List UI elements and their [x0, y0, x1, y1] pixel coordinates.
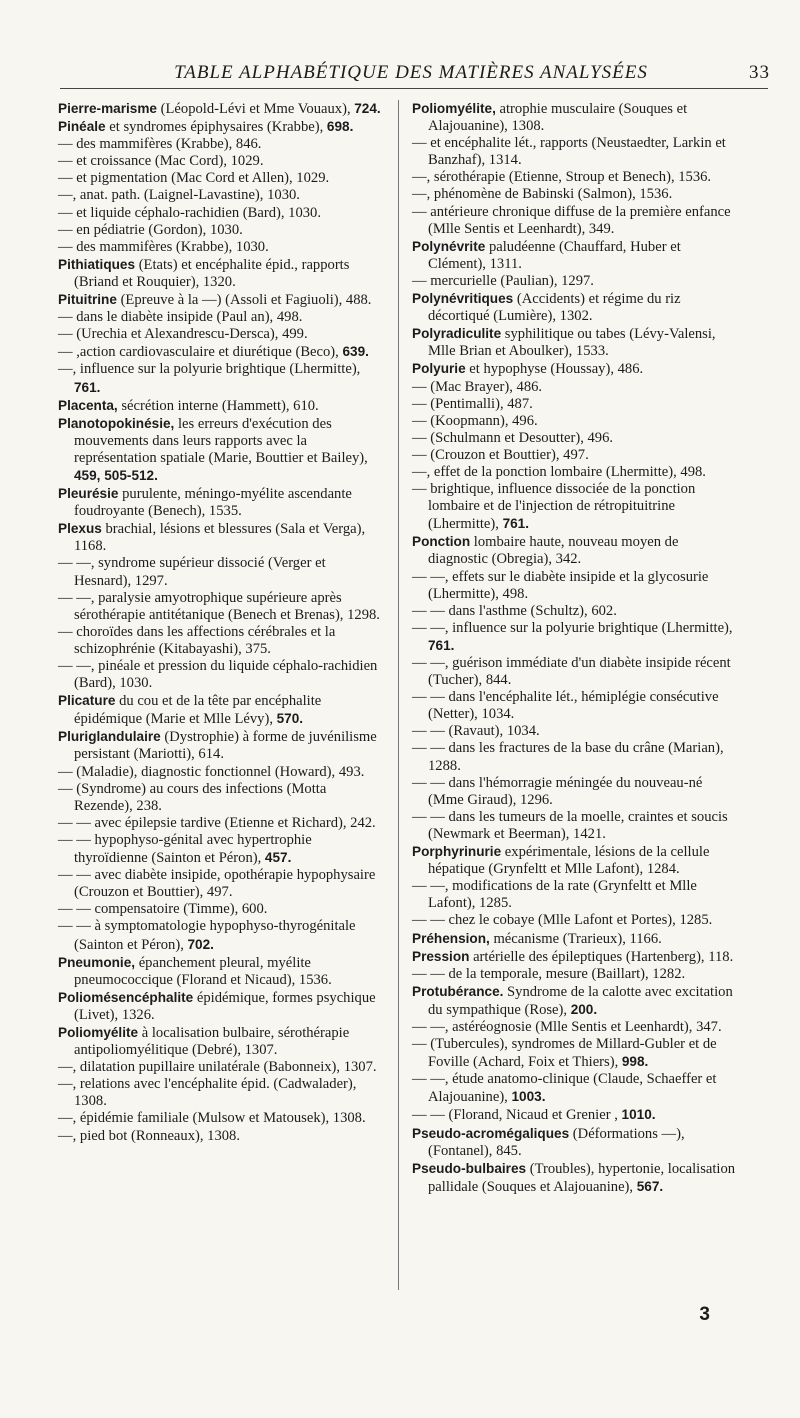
index-entry: [58, 397, 384, 415]
entry-text: — — dans l'encéphalite lét., hémiplégie consécutive (Netter), 1034.: [412, 689, 719, 723]
running-header: [60, 62, 770, 88]
entry-text: expérimentale, lésions de la cellule hépatique (Grynfeltt et Mlle Lafont), 1284.: [428, 844, 710, 878]
index-entry: [412, 430, 738, 447]
entry-text: —, effet de la ponction lombaire (Lhermitte), 498.: [412, 463, 706, 480]
index-entry: [58, 815, 384, 832]
index-entry: [412, 204, 738, 238]
entry-heading: Pseudo-acromégaliques: [412, 1125, 570, 1141]
entry-text: (Epreuve à la —) (Assoli et Fagiuoli), 488.: [116, 292, 372, 309]
entry-heading: Pseudo-bulbaires: [412, 1160, 527, 1176]
entry-heading: Protubérance.: [412, 983, 504, 999]
index-entry: [412, 1160, 738, 1196]
entry-text: — — hypophyso-génital avec hypertrophie thyroïdienne (Sainton et Péron),: [58, 831, 312, 867]
entry-text: — (Mac Brayer), 486.: [412, 378, 543, 395]
index-entry: [58, 918, 384, 953]
entry-text: à localisation bulbaire, sérothérapie antipoliomyélitique (Debré), 1307.: [74, 1024, 350, 1059]
entry-text: — — chez le cobaye (Mlle Lafont et Portes), 1285.: [412, 912, 713, 929]
entry-heading: Placenta,: [58, 397, 118, 413]
entry-text: — — avec diabète insipide, opothérapie hypophysaire (Crouzon et Bouttier), 497.: [58, 867, 376, 901]
index-entry: [412, 481, 738, 533]
index-entry: [58, 901, 384, 918]
index-entry: [412, 325, 738, 360]
entry-text: — (Tubercules), syndromes de Millard-Gubler et de Foville (Achard, Foix et Thiers),: [412, 1036, 717, 1071]
index-entry: [412, 273, 738, 290]
index-entry: [58, 153, 384, 170]
index-entry: [412, 1019, 738, 1036]
entry-text: (Léopold-Lévi et Mme Vouaux),: [157, 101, 355, 117]
index-entry: [58, 205, 384, 222]
page-reference: 761.: [428, 637, 455, 653]
entry-text: —, dilatation pupillaire unilatérale (Babonneix), 1307.: [58, 1059, 377, 1076]
entry-text: — — dans l'hémorragie méningée du nouveau-né (Mme Giraud), 1296.: [412, 774, 703, 808]
index-entry: [412, 948, 738, 966]
index-entry: [412, 396, 738, 413]
page-reference: 200.: [570, 1001, 598, 1017]
entry-text: —, pied bot (Ronneaux), 1308.: [58, 1127, 240, 1144]
entry-text: — — de la temporale, mesure (Baillart), 1282.: [412, 965, 686, 982]
entry-text: —, relations avec l'encéphalite épid. (Cadwalader), 1308.: [58, 1076, 357, 1110]
page-reference: 761.: [74, 379, 101, 395]
index-entry: [58, 415, 384, 485]
index-entry: [58, 692, 384, 728]
index-entry: [58, 764, 384, 781]
index-entry: [412, 775, 738, 809]
index-entry: [412, 100, 738, 135]
page-reference: 1003.: [511, 1089, 546, 1105]
entry-heading: Polynévritiques: [412, 291, 514, 307]
index-entry: [412, 379, 738, 396]
entry-text: brachial, lésions et blessures (Sala et Verga), 1168.: [74, 521, 366, 555]
index-entry: [58, 989, 384, 1024]
index-entry: [412, 447, 738, 464]
entry-text: — — dans les fractures de la base du crâne (Marian), 1288.: [412, 740, 724, 774]
entry-text: — — avec épilepsie tardive (Etienne et Richard), 242.: [58, 814, 376, 831]
entry-text: — et pigmentation (Mac Cord et Allen), 1029.: [58, 170, 330, 187]
entry-text: — —, modifications de la rate (Grynfeltt et Mlle Lafont), 1285.: [412, 878, 697, 912]
index-entry: [58, 170, 384, 187]
index-entry: [412, 1036, 738, 1071]
page-reference: 639.: [342, 344, 369, 360]
index-entry: [412, 360, 738, 378]
entry-text: — —, astéréognosie (Mlle Sentis et Leenhardt), 347.: [412, 1018, 722, 1035]
entry-text: (Dystrophie) à forme de juvénilisme persistant (Mariotti), 614.: [74, 729, 377, 763]
entry-text: — (Syndrome) au cours des infections (Motta Rezende), 238.: [58, 780, 327, 814]
index-entry: [58, 187, 384, 204]
index-entry: [58, 658, 384, 692]
index-entry: [412, 238, 738, 273]
signature-mark: 3: [699, 1304, 710, 1325]
index-entry: [58, 1059, 384, 1076]
entry-text: sécrétion interne (Hammett), 610.: [117, 397, 319, 414]
index-entry: [58, 867, 384, 901]
index-entry: [412, 740, 738, 774]
entry-text: — choroïdes dans les affections cérébrales et la schizophrénie (Kitabayashi), 375.: [58, 623, 336, 657]
entry-text: — et liquide céphalo-rachidien (Bard), 1030.: [58, 204, 322, 221]
index-entry: [412, 878, 738, 912]
index-entry: [58, 1128, 384, 1145]
index-entry: [412, 620, 738, 655]
entry-heading: Pneumonie,: [58, 954, 136, 970]
page-reference: 698.: [326, 119, 354, 135]
entry-text: (Accidents) et régime du riz décortiqué (Lumière), 1302.: [428, 291, 681, 325]
entry-heading: Porphyrinurie: [412, 844, 502, 860]
entry-text: — et encéphalite lét., rapports (Neustaedter, Larkin et Banzhaf), 1314.: [412, 135, 726, 169]
index-entry: [58, 590, 384, 624]
entry-heading: Pierre-marisme: [58, 101, 157, 116]
entry-text: — — à symptomatologie hypophyso-thyrogénitale (Sainton et Péron),: [58, 918, 356, 953]
entry-text: — —, paralysie amyotrophique supérieure après sérothérapie antitétanique (Benech et Brenas), 1298.: [58, 589, 380, 623]
entry-text: lombaire haute, nouveau moyen de diagnostic (Obregia), 342.: [428, 534, 679, 568]
entry-text: épidémique, formes psychique (Livet), 1326.: [74, 989, 376, 1023]
entry-text: —, épidémie familiale (Mulsow et Matousek), 1308.: [58, 1110, 366, 1127]
index-entry: [412, 723, 738, 740]
index-entry: [58, 1110, 384, 1127]
entry-heading: Pithiatiques: [58, 256, 136, 272]
left-column: [58, 100, 384, 1145]
entry-text: paludéenne (Chauffard, Huber et Clément), 1311.: [428, 238, 681, 272]
entry-text: — mercurielle (Paulian), 1297.: [412, 272, 594, 289]
page-reference: 567.: [636, 1178, 664, 1194]
index-entry: [58, 222, 384, 239]
index-entry: [58, 326, 384, 343]
entry-text: syphilitique ou tabes (Lévy-Valensi, Mlle Brian et Aboulker), 1533.: [428, 326, 716, 360]
entry-heading: Polynévrite: [412, 238, 486, 254]
index-entry: [58, 954, 384, 989]
index-entry: [412, 655, 738, 689]
entry-text: — — (Ravaut), 1034.: [412, 723, 540, 740]
page-reference: 761.: [502, 516, 530, 532]
index-entry: [58, 624, 384, 658]
index-entry: [412, 186, 738, 203]
index-entry: [412, 843, 738, 878]
entry-text: purulente, méningo-myélite ascendante foudroyante (Benech), 1535.: [74, 486, 352, 520]
entry-text: —, sérothérapie (Etienne, Stroup et Benech), 1536.: [412, 169, 712, 186]
entry-heading: Ponction: [412, 534, 471, 550]
entry-heading: Planotopokinésie,: [58, 415, 175, 431]
entry-text: —, phénomène de Babinski (Salmon), 1536.: [412, 186, 673, 203]
entry-text: —, influence sur la polyurie brightique (Lhermitte),: [58, 361, 361, 378]
index-entry: [412, 464, 738, 481]
entry-text: — en pédiatrie (Gordon), 1030.: [58, 221, 243, 238]
index-entry: [412, 1106, 738, 1124]
entry-text: (Déformations —), (Fontanel), 845.: [428, 1125, 685, 1159]
index-entry: [58, 361, 384, 396]
page-reference: 724.: [354, 101, 381, 116]
entry-text: épanchement pleural, myélite pneumococcique (Florand et Nicaud), 1536.: [74, 954, 332, 988]
index-entry: [58, 1076, 384, 1110]
entry-text: — dans le diabète insipide (Paul an), 498.: [58, 309, 303, 326]
entry-text: — ,action cardiovasculaire et diurétique (Beco),: [58, 344, 343, 361]
index-entry: [58, 781, 384, 815]
entry-text: — antérieure chronique diffuse de la première enfance (Mlle Sentis et Leenhardt), 349.: [412, 203, 731, 237]
entry-heading: Pression: [412, 948, 470, 964]
right-column: [412, 100, 738, 1196]
page-reference: 702.: [187, 936, 214, 952]
entry-text: — (Schulmann et Desoutter), 496.: [412, 429, 614, 446]
entry-heading: Pluriglandulaire: [58, 729, 161, 745]
entry-heading: Plicature: [58, 693, 116, 709]
page-number: 33: [749, 62, 770, 83]
entry-heading: Plexus: [58, 521, 102, 537]
entry-heading: Préhension,: [412, 930, 490, 946]
entry-text: mécanisme (Trarieux), 1166.: [489, 930, 662, 947]
entry-heading: Polyradiculite: [412, 326, 502, 342]
entry-text: (Troubles), hypertonie, localisation pallidale (Souques et Alajouanine),: [428, 1160, 736, 1195]
index-entry: [58, 555, 384, 589]
index-entry: [412, 1125, 738, 1160]
entry-text: — (Koopmann), 496.: [412, 412, 538, 429]
index-entry: [412, 689, 738, 723]
page-reference: 998.: [621, 1054, 649, 1070]
entry-heading: Poliomyélite,: [412, 101, 496, 116]
entry-text: — (Pentimalli), 487.: [412, 395, 533, 412]
entry-heading: Pituitrine: [58, 292, 117, 308]
entry-text: — et croissance (Mac Cord), 1029.: [58, 153, 264, 170]
index-entry: [58, 309, 384, 326]
index-entry: [412, 983, 738, 1019]
entry-heading: Poliomésencéphalite: [58, 989, 194, 1005]
index-entry: [412, 569, 738, 603]
index-entry: [58, 100, 384, 118]
page-reference: 459, 505-512.: [74, 467, 158, 483]
entry-text: artérielle des épileptiques (Hartenberg), 118.: [469, 948, 734, 965]
entry-heading: Pinéale: [58, 119, 106, 135]
entry-text: Syndrome de la calotte avec excitation du sympathique (Rose),: [428, 983, 733, 1018]
entry-text: — (Crouzon et Bouttier), 497.: [412, 446, 589, 463]
entry-text: — —, effets sur le diabète insipide et la glycosurie (Lhermitte), 498.: [412, 568, 709, 602]
entry-text: — —, influence sur la polyurie brightique (Lhermitte),: [412, 619, 733, 636]
index-entry: [412, 135, 738, 169]
index-entry: [412, 930, 738, 948]
index-entry: [58, 239, 384, 256]
index-entry: [412, 290, 738, 325]
entry-text: — — compensatoire (Timme), 600.: [58, 901, 268, 918]
entry-text: du cou et de la tête par encéphalite épidémique (Marie et Mlle Lévy),: [74, 693, 322, 728]
entry-text: les erreurs d'exécution des mouvements dans leurs rapports avec la représentation spatiale (Marie, Bouttier et Bailey),: [74, 415, 368, 466]
index-entry: [412, 912, 738, 929]
index-entry: [58, 1024, 384, 1059]
header-rule: [60, 88, 768, 89]
index-entry: [412, 533, 738, 568]
entry-text: — des mammifères (Krabbe), 846.: [58, 136, 262, 153]
index-entry: [58, 520, 384, 555]
index-entry: [412, 1071, 738, 1106]
page-reference: 570.: [276, 711, 304, 727]
index-entry: [412, 809, 738, 843]
entry-text: —, anat. path. (Laignel-Lavastine), 1030.: [58, 187, 300, 204]
index-entry: [58, 728, 384, 763]
entry-text: — (Urechia et Alexandrescu-Dersca), 499.: [58, 326, 308, 343]
entry-text: — brightique, influence dissociée de la ponction lombaire et de l'injection de rétropituitrine (Lhermitte),: [412, 481, 696, 533]
entry-text: — —, pinéale et pression du liquide céphalo-rachidien (Bard), 1030.: [58, 658, 378, 692]
index-entry: [58, 343, 384, 361]
entry-heading: Poliomyélite: [58, 1024, 139, 1040]
column-divider: [398, 100, 399, 1290]
index-entry: [412, 413, 738, 430]
entry-text: — — (Florand, Nicaud et Grenier ,: [412, 1107, 622, 1124]
entry-text: atrophie musculaire (Souques et Alajouanine), 1308.: [428, 101, 688, 135]
index-entry: [58, 136, 384, 153]
entry-text: — — dans l'asthme (Schultz), 602.: [412, 602, 617, 619]
index-entry: [412, 169, 738, 186]
index-entry: [58, 485, 384, 520]
entry-text: — — dans les tumeurs de la moelle, craintes et soucis (Newmark et Beerman), 1421.: [412, 808, 728, 842]
index-entry: [58, 118, 384, 136]
page-title: TABLE ALPHABÉTIQUE DES MATIÈRES ANALYSÉES: [174, 62, 648, 83]
entry-heading: Polyurie: [412, 361, 466, 377]
entry-text: — —, guérison immédiate d'un diabète insipide récent (Tucher), 844.: [412, 655, 731, 689]
entry-text: et hypophyse (Houssay), 486.: [465, 361, 644, 378]
index-entry: [58, 256, 384, 291]
page-reference: 1010.: [621, 1107, 656, 1123]
entry-text: — (Maladie), diagnostic fonctionnel (Howard), 493.: [58, 763, 365, 780]
entry-text: — —, syndrome supérieur dissocié (Verger et Hesnard), 1297.: [58, 555, 326, 589]
entry-text: — —, étude anatomo-clinique (Claude, Schaeffer et Alajouanine),: [412, 1071, 717, 1106]
page-reference: 457.: [264, 850, 292, 866]
index-entry: [412, 966, 738, 983]
entry-text: (Etats) et encéphalite épid., rapports (Briand et Rouquier), 1320.: [74, 256, 350, 290]
entry-text: et syndromes épiphysaires (Krabbe),: [105, 119, 327, 136]
entry-text: — des mammifères (Krabbe), 1030.: [58, 238, 269, 255]
index-entry: [58, 291, 384, 309]
index-entry: [58, 832, 384, 867]
entry-heading: Pleurésie: [58, 486, 119, 502]
index-entry: [412, 603, 738, 620]
